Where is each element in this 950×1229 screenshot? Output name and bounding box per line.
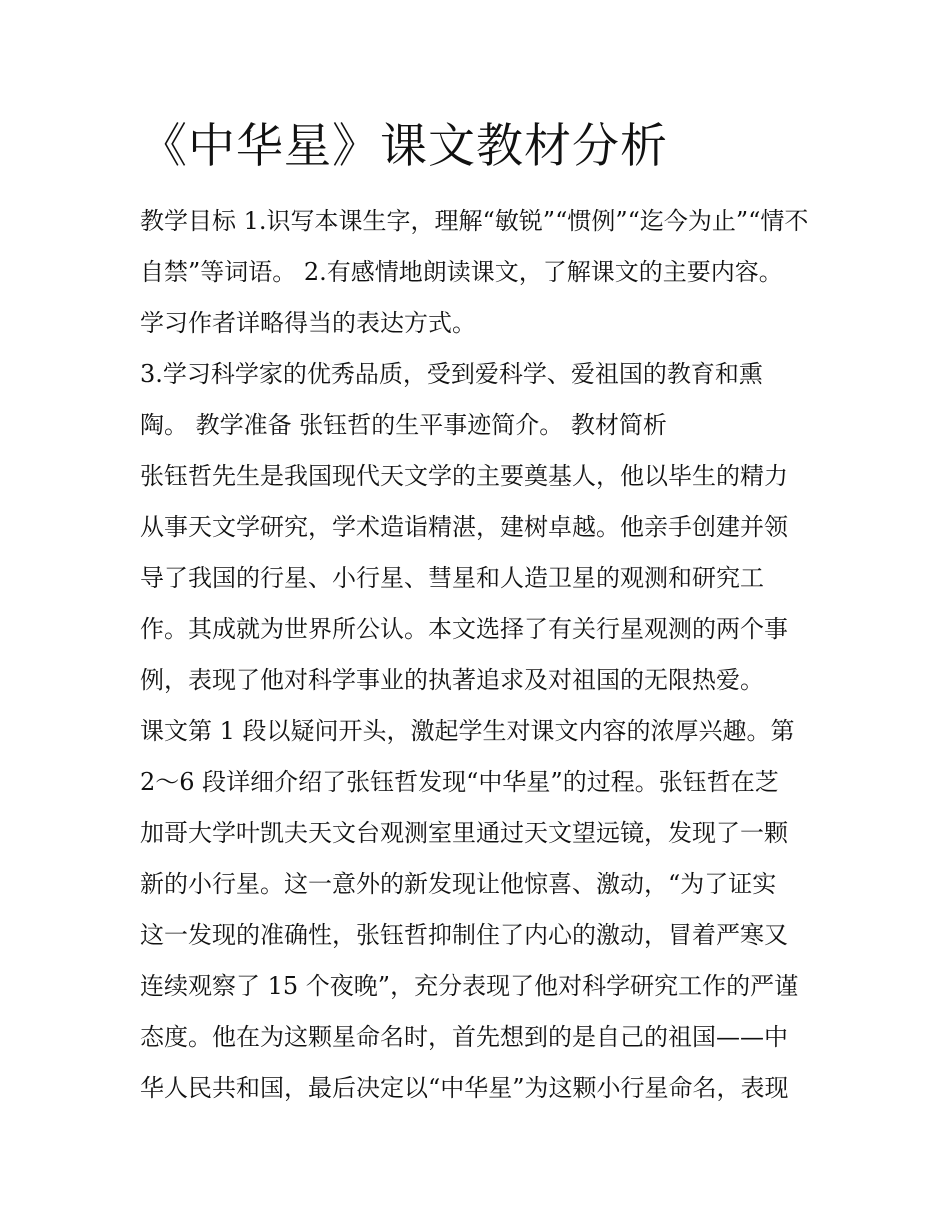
body-line: 作。其成就为世界所公认。本文选择了有关行星观测的两个事 <box>140 615 788 643</box>
document-title: 《中华星》课文教材分析 <box>140 119 668 174</box>
body-line: 这一发现的准确性，张钰哲抑制住了内心的激动，冒着严寒又 <box>140 921 788 949</box>
body-line: 新的小行星。这一意外的新发现让他惊喜、激动，“为了证实 <box>140 870 777 898</box>
body-line: 陶。 教学准备 张钰哲的生平事迹简介。 教材简析 <box>140 411 667 439</box>
body-line: 从事天文学研究，学术造诣精湛，建树卓越。他亲手创建并领 <box>140 513 788 541</box>
body-line: 学习作者详略得当的表达方式。 <box>140 309 476 337</box>
body-line: 态度。他在为这颗星命名时，首先想到的是自己的祖国——中 <box>140 1023 788 1051</box>
body-line: 课文第 1 段以疑问开头，激起学生对课文内容的浓厚兴趣。第 <box>140 717 795 745</box>
body-line: 例，表现了他对科学事业的执著追求及对祖国的无限热爱。 <box>140 666 764 694</box>
body-line: 连续观察了 15 个夜晚”，充分表现了他对科学研究工作的严谨 <box>140 972 799 1000</box>
body-line: 2～6 段详细介绍了张钰哲发现“中华星”的过程。张钰哲在芝 <box>140 768 779 796</box>
body-line: 自禁”等词语。 2.有感情地朗读课文，了解课文的主要内容。 <box>140 258 783 286</box>
body-line: 导了我国的行星、小行星、彗星和人造卫星的观测和研究工 <box>140 564 764 592</box>
body-line: 华人民共和国，最后决定以“中华星”为这颗小行星命名，表现 <box>140 1074 789 1102</box>
body-line: 3.学习科学家的优秀品质，受到爱科学、爱祖国的教育和熏 <box>140 360 763 388</box>
body-line: 张钰哲先生是我国现代天文学的主要奠基人，他以毕生的精力 <box>140 462 788 490</box>
document-body <box>140 196 820 1114</box>
body-line: 教学目标 1.识写本课生字，理解“敏锐”“惯例”“迄今为止”“情不 <box>140 207 809 235</box>
body-line: 加哥大学叶凯夫天文台观测室里通过天文望远镜，发现了一颗 <box>140 819 788 847</box>
